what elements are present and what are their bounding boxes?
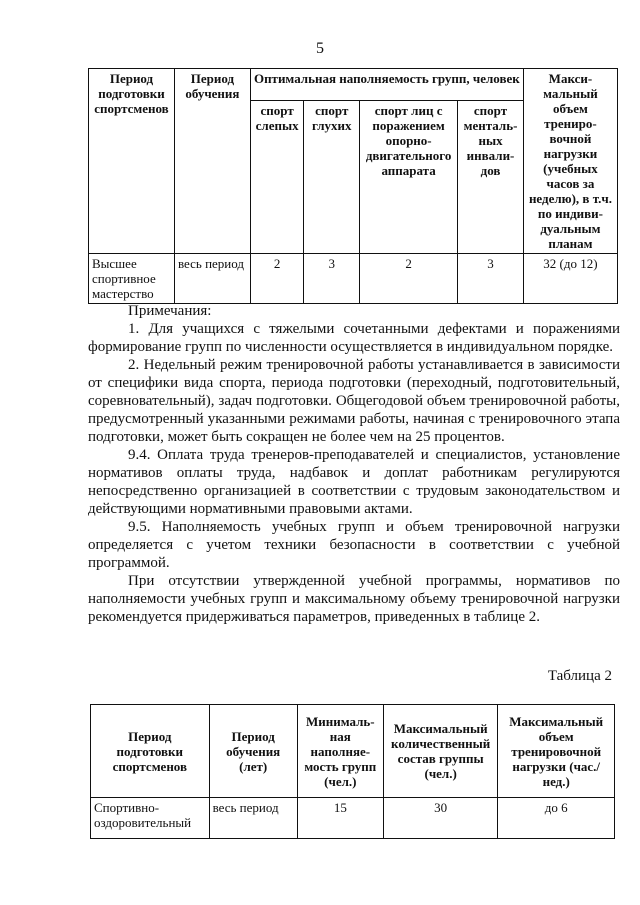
note-2: 2. Недельный режим тренировочной работы устанавливается в зависимости от специфики вида спорта, периода подготовки (переходный, подготовительный, соревновательный), задач подготовки. Общегодовой объем тренировочной работы, предусмотренный указанными режимами работы, начиная с тренировочного этапа подготовки, может быть сокращен не более чем на 25 процентов. (88, 357, 620, 445)
header-max-load: Макси-мальный объем трениро-вочной нагрузки (учебных часов за неделю), в т.ч. по индиви-дуальным планам (523, 69, 617, 254)
cell-mental: 3 (458, 254, 524, 304)
paragraph-9-4: 9.4. Оплата труда тренеров-преподавателей и специалистов, установление нормативов оплаты труда, надбавок и доплат работникам регулируются непосредственно организацией в соответствии с трудовым законодательством и действующими нормативными правовыми актами. (88, 447, 620, 517)
t2-cell-period: весь период (209, 798, 297, 839)
table-2 (90, 704, 615, 839)
t2-header-period-prep: Период подготовки спортсменов (91, 705, 210, 798)
sub-deaf: спорт глухих (304, 101, 360, 254)
t2-header-max-size: Максимальный количественный состав группы (чел.) (383, 705, 498, 798)
notes-block (88, 302, 620, 626)
cell-period: весь период (174, 254, 250, 304)
t2-header-min-size: Минималь-ная наполняе-мость групп (чел.) (297, 705, 383, 798)
table-row (91, 798, 615, 839)
t2-header-period-train: Период обучения (лет) (209, 705, 297, 798)
paragraph-9-5: 9.5. Наполняемость учебных групп и объем тренировочной нагрузки определяется с учетом техники безопасности в соответствии с учебной программой. (88, 519, 620, 571)
header-optimal: Оптимальная наполняемость групп, человек (250, 69, 523, 101)
header-period-train: Период обучения (174, 69, 250, 254)
sub-musculoskeletal: спорт лиц с поражением опорно-двигательного аппарата (360, 101, 458, 254)
page-number: 5 (316, 40, 324, 57)
cell-level: Высшее спортивное мастерство (89, 254, 175, 304)
table-row (89, 254, 618, 304)
table-2-caption: Таблица 2 (547, 668, 612, 684)
note-1: 1. Для учащихся с тяжелыми сочетанными дефектами и поражениями формирование групп по численности осуществляется в индивидуальном порядке. (88, 321, 620, 355)
sub-mental: спорт менталь-ных инвали-дов (458, 101, 524, 254)
cell-musculoskeletal: 2 (360, 254, 458, 304)
paragraph-absent-program: При отсутствии утвержденной учебной программы, нормативов по наполняемости учебных групп и максимальному объему тренировочной нагрузки рекомендуется придерживаться параметров, приведенных в таблице 2. (88, 573, 620, 625)
t2-cell-level: Спортивно-оздоровительный (91, 798, 210, 839)
t2-header-max-load: Максимальный объем тренировочной нагрузки (час./нед.) (498, 705, 615, 798)
sub-blind: спорт слепых (250, 101, 304, 254)
cell-max-load: 32 (до 12) (523, 254, 617, 304)
table-1 (88, 68, 618, 304)
notes-title: Примечания: (128, 303, 212, 319)
cell-blind: 2 (250, 254, 304, 304)
t2-cell-max-size: 30 (383, 798, 498, 839)
header-period-prep: Период подготовки спортсменов (89, 69, 175, 254)
t2-cell-min-size: 15 (297, 798, 383, 839)
t2-cell-max-load: до 6 (498, 798, 615, 839)
cell-deaf: 3 (304, 254, 360, 304)
